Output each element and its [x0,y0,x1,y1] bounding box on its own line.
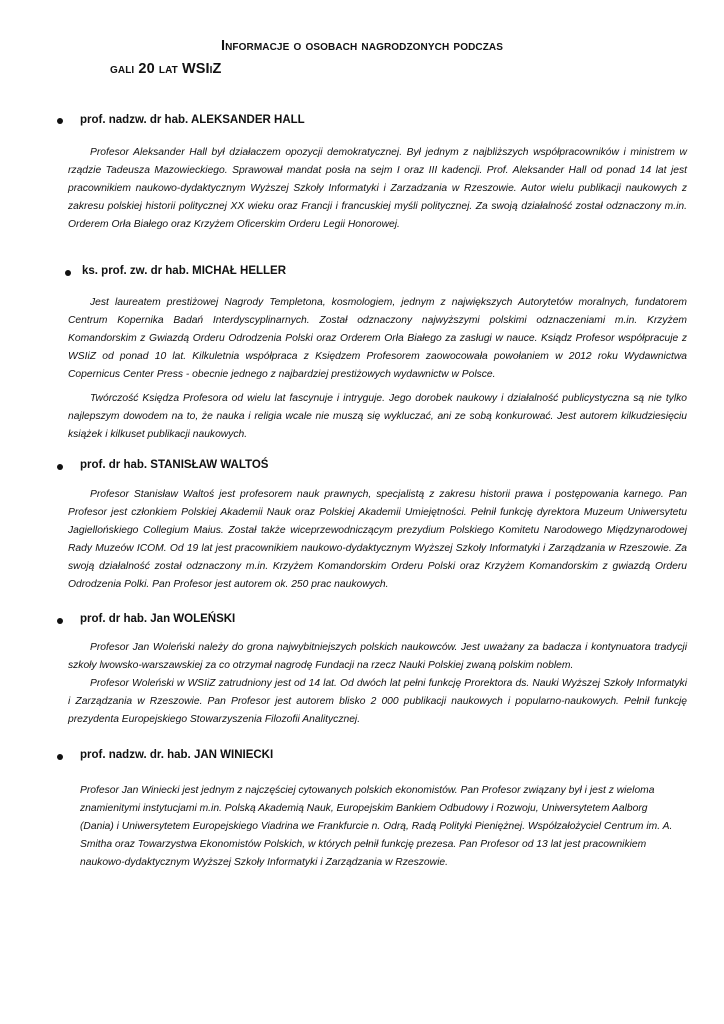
section-paragraph-winiecki: Profesor Jan Winiecki jest jednym z najczęściej cytowanych polskich ekonomistów. Pan Profesor związany był i jest z wieloma znamienitymi instytucjami m.in. Polską Akademią Nauk, Europejskim Bankiem Odbudowy i Rozwoju, Uniwersytetem Aalborg (Dania) i Uniwersytetem Europejskiego Viadrina we Frankfurcie n. Odrą, Radą Polityki Pieniężnej. Współzałożyciel Centrum im. A. Smitha oraz Towarzystwa Ekonomistów Polskich, w których pełnił funkcję prezesa. Pan Profesor od 13 lat jest pracownikiem naukowo-dydaktycznym Wyższej Szkoły Informatyki i Zarządzania w Rzeszowie. [80,785,673,868]
section-heading-waltos: prof. dr hab. STANISŁAW WALTOŚ [80,459,269,471]
bullet-icon [65,270,71,276]
section-heading-hall: prof. nadzw. dr hab. ALEKSANDER HALL [80,114,305,126]
section-paragraph-wolenski-1: Profesor Jan Woleński należy do grona najwybitniejszych polskich naukowców. Jest uważany za badacza i kontynuatora tradycji szkoły lwowsko-warszawskiej za co otrzymał nagrodę Fundacji na rzecz Nauki Polskiej zwaną polskim noblem. [68,642,687,671]
document-title-line-2: gali 20 lat WSIiZ [110,61,222,77]
document-title-line-1: Informacje o osobach nagrodzonych podczas [220,38,504,54]
bullet-icon [57,118,63,124]
bullet-icon [57,754,63,760]
section-heading-wolenski: prof. dr hab. Jan WOLEŃSKI [80,613,236,625]
section-paragraph-heller-1: Jest laureatem prestiżowej Nagrody Templetona, kosmologiem, jednym z największych Autorytetów moralnych, fundatorem Centrum Kopernika Badań Interdyscyplinarnych. Został odznaczony najwyższymi polskimi odznaczeniami m.in. Krzyżem Komandorskim z Gwiazdą Orderu Odrodzenia Polski oraz Orderem Orła Białego za zasługi w nauce. Ksiądz Profesor współpracuje z WSIiZ od ponad 10 lat. Kilkuletnia współpraca z Księdzem Profesorem zaowocowała powołaniem w 2012 roku Wydawnictwa Copernicus Center Press - obecnie jednego z najbardziej prestiżowych wydawnictw w Polsce. [68,297,687,380]
section-paragraph-waltos: Profesor Stanisław Waltoś jest profesorem nauk prawnych, specjalistą z zakresu historii prawa i postępowania karnego. Pan Profesor jest członkiem Polskiej Akademii Nauk oraz Polskiej Akademii Umiejętności. Pełnił funkcję dyrektora Muzeum Uniwersytetu Jagiellońskiego Collegium Maius. Został także wiceprzewodniczącym prezydium Polskiego Komitetu Narodowego Międzynarodowej Rady Muzeów ICOM. Od 19 lat jest pracownikiem naukowo-dydaktycznym Wyższej Szkoły Informatyki i Zarządzania w Rzeszowie. Za swoją działalność został odznaczony m.in. Krzyżem Komandorskim Orderu Polski oraz Krzyżem Komandorskim z gwiazdą Orderu Odrodzenia Polki. Pan Profesor jest autorem ok. 250 prac naukowych. [68,489,687,590]
bullet-icon [57,464,63,470]
bullet-icon [57,618,63,624]
section-heading-heller: ks. prof. zw. dr hab. MICHAŁ HELLER [82,265,287,277]
section-paragraph-wolenski-2: Profesor Woleński w WSIiZ zatrudniony jest od 14 lat. Od dwóch lat pełni funkcję Prorektora ds. Nauki Wyższej Szkoły Informatyki i Zarządzania w Rzeszowie. Pan Profesor jest autorem blisko 2 000 publikacji naukowych i popularno-naukowych. Pełnił funkcję prezydenta Europejskiego Stowarzyszenia Filozofii Analitycznej. [68,678,687,725]
section-heading-winiecki: prof. nadzw. dr. hab. JAN WINIECKI [80,749,274,761]
section-paragraph-heller-2: Twórczość Księdza Profesora od wielu lat fascynuje i intryguje. Jego dorobek naukowy i działalność publicystyczna są nie tylko najlepszym dowodem na to, że nauka i religia wcale nie muszą się wykluczać, ani ze sobą konkurować. Jest autorem kilkudziesięciu książek i kilkuset publikacji naukowych. [68,393,687,440]
section-paragraph-hall: Profesor Aleksander Hall był działaczem opozycji demokratycznej. Był jednym z najbliższych współpracowników i ministrem w rządzie Tadeusza Mazowieckiego. Sprawował mandat posła na sejm I oraz III kadencji. Prof. Aleksander Hall od ponad 14 lat jest pracownikiem naukowo-dydaktycznym Wyższej Szkoły Informatyki i Zarzadzania w Rzeszowie. Autor wielu publikacji naukowych z zakresu polskiej historii politycznej XX wieku oraz Francji i francuskiej myśli politycznej. Za swoją działalność został odznaczony m.in. Orderem Orła Białego oraz Krzyżem Oficerskim Orderu Legii Honorowej. [68,147,687,230]
